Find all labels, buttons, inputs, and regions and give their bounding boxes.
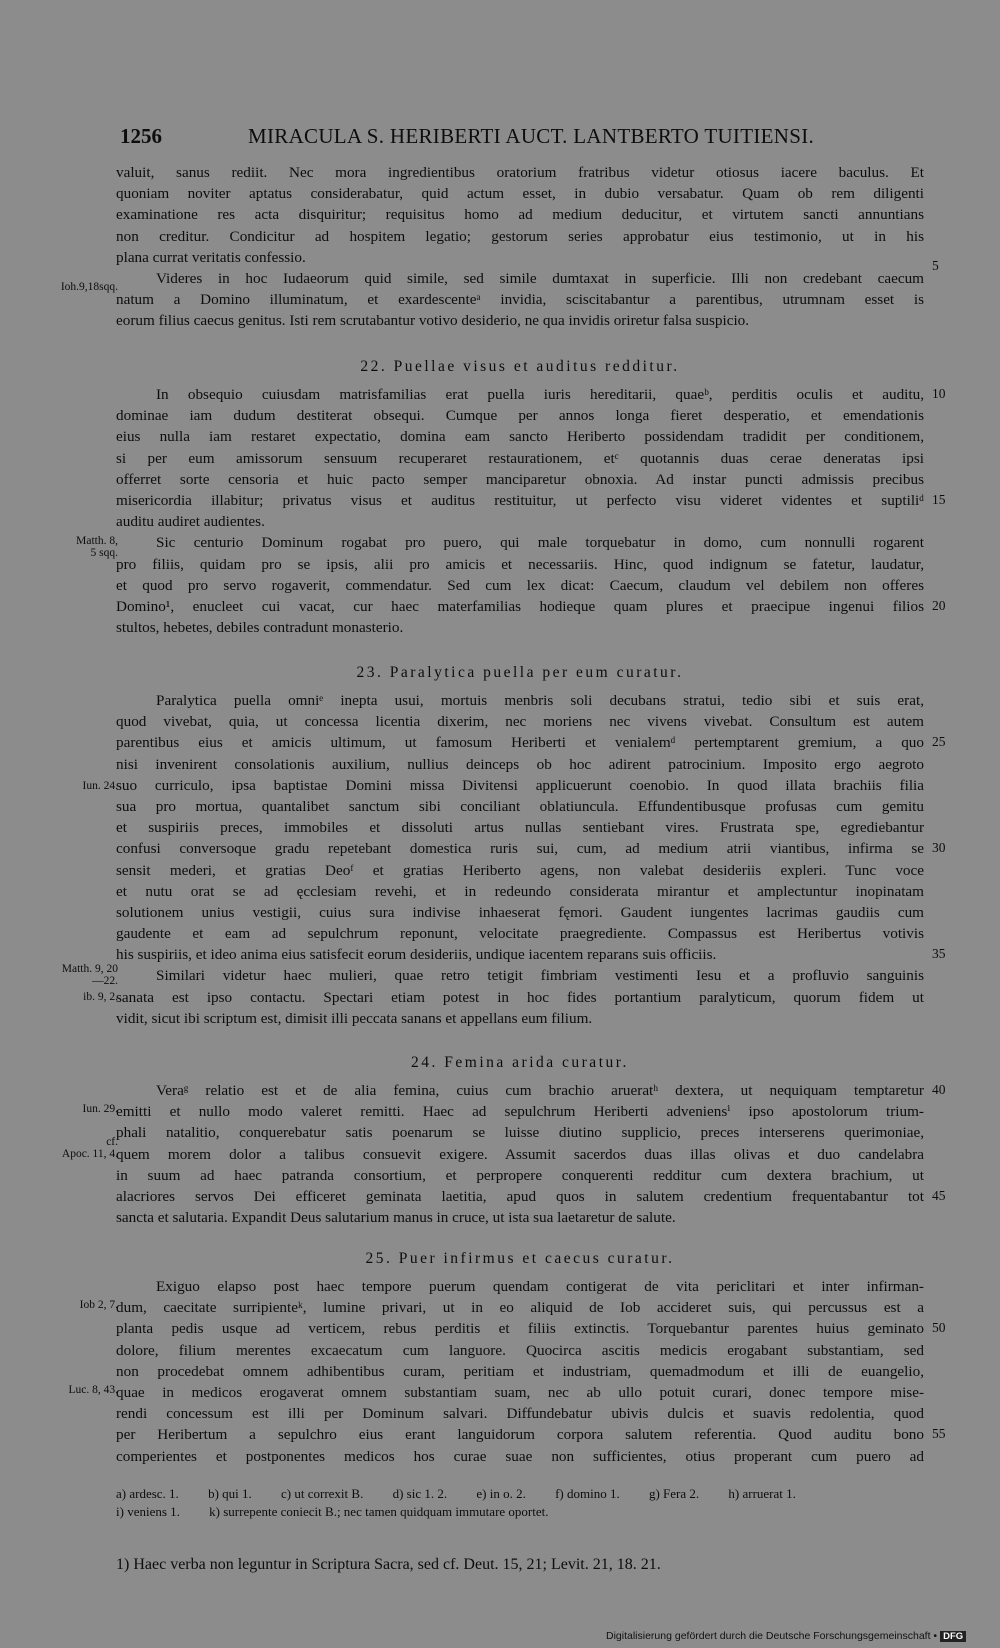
text-block-continuation [116, 162, 924, 332]
footnote: g) Fera 2. [648, 1486, 700, 1501]
line-number: 55 [932, 1426, 946, 1441]
text-line: et nutu orat se ad ęcclesiam revehi, et in redeundo considerata mirantur et amplectuntur inopinatam [116, 882, 924, 900]
text-line: comperientes et postponentes medicos hos curae suae non sufficientes, otius properant cum puero ad [116, 1447, 924, 1465]
text-line: gaudente et eam ad sepulchrum reponunt, velocitate praegrediente. Compassus est Heribertus votivis [116, 925, 924, 943]
section-heading: 25. Puer infirmus et caecus curatur. [365, 1250, 675, 1267]
text-line: phali natalitio, conquerebatur satis poenarum se luisse diutino supplicio, preces interserens querimoniae, [116, 1124, 924, 1142]
text-line: solutionem unius vestigii, cuius sura indivise inhaeserat fęmori. Gaudent iungentes lacrimas gaudiis cum [116, 903, 924, 921]
line-number: 45 [932, 1188, 946, 1203]
text-block-23 [116, 690, 924, 1029]
text-line: pro filiis, quidam pro se ipsis, alii pro amicis et necessariis. Hinc, quod indignum se fatetur, laudatur, [116, 555, 924, 573]
line-number: 5 [932, 258, 939, 273]
text-line: rendi concessum est illi per Dominum salvari. Diffundebatur ubivis dulcis et suavis redolentia, quod [116, 1405, 924, 1423]
text-line: eorum filius caecus genitus. Isti rem scrutabantur votivo desiderio, ne qua invidis oriretur falsa suspicio. [116, 312, 750, 330]
text-line: Exiguo elapso post haec tempore puerum quendam contigerat de vita periclitari et inter infirman- [156, 1278, 924, 1295]
margin-reference: Iun. 24. [82, 780, 118, 792]
margin-reference: Iob 2, 7. [79, 1299, 118, 1311]
running-title: MIRACULA S. HERIBERTI AUCT. LANTBERTO TUITIENSI. [248, 124, 815, 148]
footnote: i) veniens 1. [116, 1504, 180, 1519]
footnote: e) in o. 2. [476, 1486, 526, 1501]
footnote: b) qui 1. [208, 1486, 252, 1501]
text-line: valuit, sanus rediit. Nec mora ingredientibus oratorium fratribus videtur otiosus iacere baculus. Et [116, 164, 924, 181]
text-line: planta pedis usque ad verticem, rebus perditis et filiis extinctis. Torquebantur parentes huius geminato [116, 1320, 924, 1338]
text-line: natum a Domino illuminatum, et exardescenteᵃ invidia, sciscitabantur a parentibus, utrumnam esset is [116, 291, 924, 309]
text-line: plana currat veritatis confessio. [116, 248, 306, 266]
text-line: confusi conversoque gradu repetebant domestica ruris sui, cum, ad medium atrii viantibus, infirma se [116, 840, 924, 858]
text-line: sensit mederi, et gratias Deoᶠ et gratias Heriberto agens, non valebat desideriis expleri. Tunc voce [116, 861, 924, 879]
text-block-24 [116, 1080, 924, 1228]
page-number: 1256 [120, 124, 162, 148]
text-line: dum, caecitate surripienteᵏ, lumine privari, ut in eo aliquid de Iob accideret suis, qui percussus est a [116, 1299, 924, 1317]
text-line: Domino¹, enucleet cui vacat, cur haec materfamilias hodieque quam plures et praecipue ingenui filios [116, 597, 924, 615]
footnote: f) domino 1. [555, 1486, 620, 1501]
text-line: examinatione res acta disquiritur; requisitus homo ad medium deducitur, et virtutem sancti annuntians [116, 206, 924, 224]
margin-reference: Luc. 8, 43. [68, 1384, 118, 1396]
text-line: vidit, sicut ibi scriptum est, dimisit illi peccata sanans et appellans eum filium. [116, 1009, 593, 1027]
line-number: 25 [932, 734, 946, 749]
page-header [120, 124, 950, 154]
text-line: non creditur. Condicitur ad hospitem legatio; gestorum series approbatur eius testimonio, ut in his [116, 227, 924, 245]
text-line: sancta et salutaria. Expandit Deus salutarium manus in cruce, ut ista sua laetaretur de salute. [116, 1209, 676, 1227]
margin-reference: Iun. 29. [82, 1103, 118, 1115]
text-block-25 [116, 1276, 924, 1467]
text-line: suo curriculo, ipsa baptistae Domini missa Divitensi applicuerunt coenobio. In quod illata brachiis filia [116, 776, 924, 794]
text-line: Veraᵍ relatio est et de alia femina, cuius cum brachio arueratʰ dextera, ut nequiquam temptaretur [156, 1082, 924, 1099]
text-line: Paralytica puella omniᵉ inepta usui, mortuis menbris soli decubans stratui, tedio sibi et suis erat, [156, 692, 924, 709]
text-block-22 [116, 384, 924, 638]
variant-footnotes [116, 1485, 936, 1521]
text-line: quoniam noviter aptatus considerabatur, quid actum esset, in dubio versabatur. Quam ob rem diligenti [116, 185, 924, 203]
line-number: 30 [932, 840, 946, 855]
text-line: alacriores servos Dei efficeret geminata laetitia, apud quos in salutem credentium frequentabantur tot [116, 1187, 924, 1205]
text-line: sua pro mortua, quantalibet sanctum sibi conciliant oblatiuncula. Effundentibusque profusas cum gemitu [116, 797, 924, 815]
section-heading: 22. Puellae visus et auditus redditur. [360, 358, 680, 375]
margin-reference: Matth. 9, 20 —22. [61, 963, 118, 987]
text-line: sanata est ipso contactu. Spectari etiam potest in hoc fides portantium paralyticum, quorum fidem ut [116, 988, 924, 1006]
footnote: a) ardesc. 1. [116, 1486, 179, 1501]
text-line: in suum ad haec patranda consortium, et perpropere conquerenti redditur cum dextera brachium, ut [116, 1166, 924, 1184]
text-line: Sic centurio Dominum rogabat pro puero, qui male torquebatur in domo, cum nonnulli rogarent [156, 534, 924, 552]
credit-text: Digitalisierung gefördert durch die Deutsche Forschungsgemeinschaft • [606, 1630, 938, 1642]
line-number: 35 [932, 946, 946, 961]
text-line: Videres in hoc Iudaeorum quid simile, sed simile dumtaxat in superficie. Illi non credebant caecum [156, 269, 924, 287]
line-number: 50 [932, 1320, 946, 1335]
margin-reference: ib. 9, 2. [83, 991, 118, 1003]
text-line: quem morem dolor a talibus consuevit exigere. Assumit sacerdos duas illas olivas et duo candelabra [116, 1145, 924, 1163]
line-number: 20 [932, 598, 946, 613]
text-line: In obsequio cuiusdam matrisfamilias erat puella iuris hereditarii, quaeᵇ, perditis oculis et auditu, [156, 386, 924, 403]
text-line: parentibus eius et amicis ultimum, ut famosum Heriberti et venialemᵈ pertemptarent gremium, a quo [116, 734, 924, 752]
footnote: k) surrepente coniecit B.; nec tamen quidquam immutare oportet. [209, 1504, 549, 1519]
text-line: auditu audiret audientes. [116, 513, 265, 531]
source-footnote: 1) Haec verba non leguntur in Scriptura Sacra, sed cf. Deut. 15, 21; Levit. 21, 18. 21. [116, 1556, 661, 1573]
section-heading: 23. Paralytica puella per eum curatur. [356, 664, 684, 681]
text-line: et quod pro servo rogaverit, commendatur. Sed cum lex dicat: Caecum, claudum vel debilem non offeres [116, 576, 924, 594]
footnote-line [116, 1485, 936, 1503]
dfg-logo: DFG [940, 1631, 966, 1642]
text-line: emitti et nullo modo valeret remitti. Haec ad sepulchrum Heriberti adveniensⁱ ipso apostolorum trium- [116, 1103, 924, 1121]
line-number: 10 [932, 386, 946, 401]
text-line: quod vivebat, quia, ut concessa licentia dixerim, nec moriens nec vivens vivebat. Consultum est autem [116, 713, 924, 731]
footnote: c) ut correxit B. [281, 1486, 364, 1501]
text-line: stultos, hebetes, debiles contradunt monasterio. [116, 619, 404, 637]
text-line: non procedebat omnem adhibentibus curam, peritiam et industriam, quemadmodum et illi de euangelio, [116, 1362, 924, 1380]
footnote: d) sic 1. 2. [392, 1486, 448, 1501]
text-line: et suspiriis preces, immobiles et dissoluti artus nullas sentiebant vires. Frustrata spe, egrediebantur [116, 819, 924, 837]
text-line: dolore, filium merentes excaecatum cum languore. Quocirca ascitis medicis erogabant substantiam, sed [116, 1341, 924, 1359]
text-line: offerret sorte censoria et huic pacto semper manciparetur obnoxia. Ad instar puncti admissis precibus [116, 470, 924, 488]
footnote-line [116, 1503, 936, 1521]
text-line: eius nulla iam restaret expectatio, domina eam sancto Heriberto possidendam tradidit per conditionem, [116, 428, 924, 446]
text-line: quae in medicos erogaverat omnem substantiam suam, nec ab ullo potuit curari, donec tempore mise- [116, 1383, 924, 1401]
margin-reference: Matth. 8, 5 sqq. [76, 535, 118, 559]
text-line: misericordia illabitur; privatus visus et auditus restituitur, ut perfecto visu videret videntes et suptiliᵈ [116, 491, 924, 509]
text-line: Similari videtur haec mulieri, quae retro tetigit fimbriam vestimenti Iesu et a profluvio sanguinis [156, 967, 924, 985]
digitization-credit [606, 1630, 966, 1642]
line-number: 15 [932, 492, 946, 507]
text-line: si per eum amissorum sensuum recuperaret restaurationem, etᶜ quotannis duas cerae deneratas ipsi [116, 449, 924, 467]
section-heading: 24. Femina arida curatur. [411, 1054, 629, 1071]
margin-reference: Ioh.9,18sqq. [60, 281, 118, 293]
text-line: dominae iam dudum destiterat obsequi. Cumque per annos longa fieret desperatio, et emendationis [116, 407, 924, 425]
text-line: his suspiriis, et ideo anima eius satisfecit eorum desideriis, undique iacentem reparans suis officiis. [116, 946, 717, 964]
text-line: per Heribertum a sepulchro eius erant languidorum corpora salutem referentia. Quod auditu bono [116, 1426, 924, 1444]
text-line: nisi invenirent consolationis auxilium, nullius deinceps ob hoc adirent patrocinium. Imposito ergo aegroto [116, 755, 924, 773]
margin-reference: cf. Apoc. 11, 4. [61, 1136, 118, 1160]
footnote: h) arruerat 1. [728, 1486, 796, 1501]
line-number: 40 [932, 1082, 946, 1097]
